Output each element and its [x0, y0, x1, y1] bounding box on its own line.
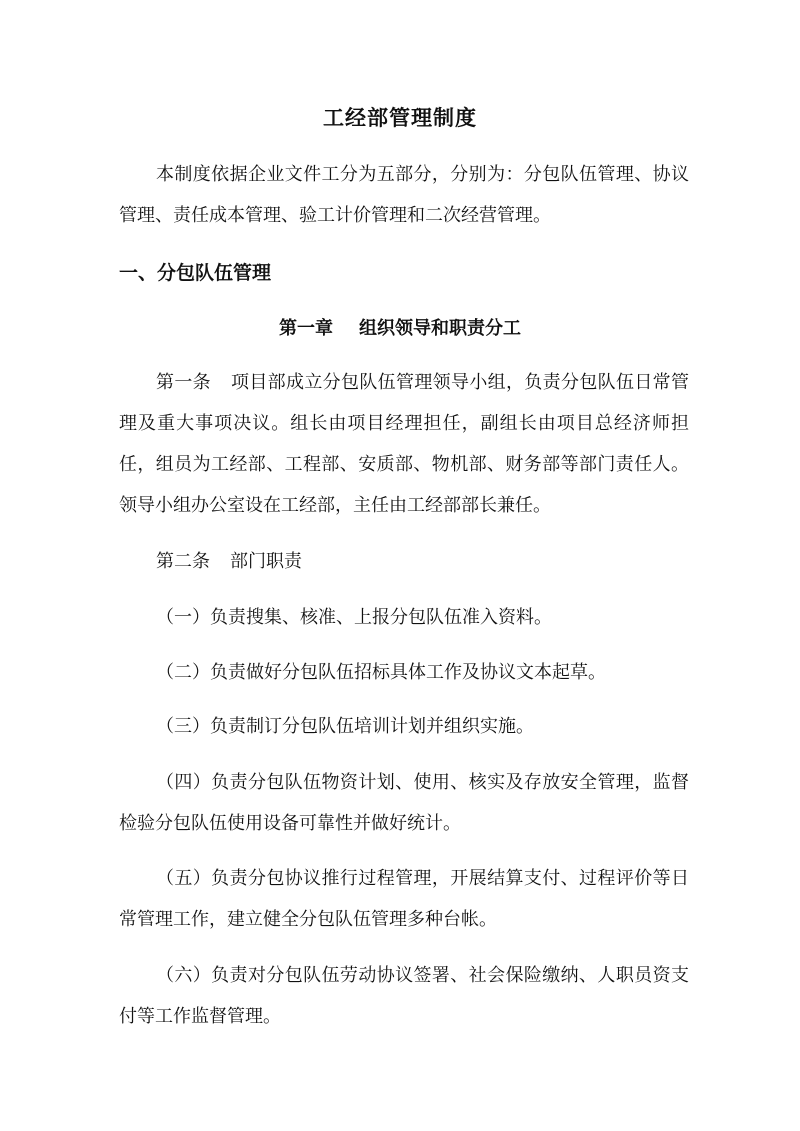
chapter-name: 组织领导和职责分工 [359, 318, 521, 339]
section-heading: 一、分包队伍管理 [119, 262, 272, 284]
duty-item: （五）负责分包协议推行过程管理，开展结算支付、过程评价等日常管理工作，建立健全分包队伍管理多种台帐。 [119, 868, 689, 930]
duty-item: （二）负责做好分包队伍招标具体工作及协议文本起草。 [156, 662, 606, 683]
chapter-heading [0, 314, 800, 340]
article-1-text: 项目部成立分包队伍管理领导小组，负责分包队伍日常管理及重大事项决议。组长由项目经理担任，副组长由项目总经济师担任，组员为工经部、工程部、安质部、物机部、财务部等部门责任人。领导小组办公室设在工经部，主任由工经部部长兼任。 [119, 372, 689, 516]
chapter-number: 第一章 [279, 318, 333, 339]
duty-item: （四）负责分包队伍物资计划、使用、核实及存放安全管理，监督检验分包队伍使用设备可靠性并做好统计。 [119, 772, 689, 834]
duty-item: （一）负责搜集、核准、上报分包队伍准入资料。 [156, 607, 552, 628]
duty-item: （六）负责对分包队伍劳动协议签署、社会保险缴纳、人职员资支付等工作监督管理。 [119, 965, 689, 1027]
article-2-text: 部门职责 [230, 551, 302, 572]
article-2-label: 第二条 [156, 551, 210, 572]
article-2-paragraph [119, 541, 689, 582]
intro-paragraph: 本制度依据企业文件工分为五部分，分别为：分包队伍管理、协议管理、责任成本管理、验工计价管理和二次经营管理。 [119, 164, 689, 226]
article-1-label: 第一条 [156, 372, 211, 393]
document-title: 工经部管理制度 [323, 105, 477, 130]
article-1-paragraph [119, 362, 689, 526]
duty-item: （三）负责制订分包队伍培训计划并组织实施。 [156, 716, 534, 737]
